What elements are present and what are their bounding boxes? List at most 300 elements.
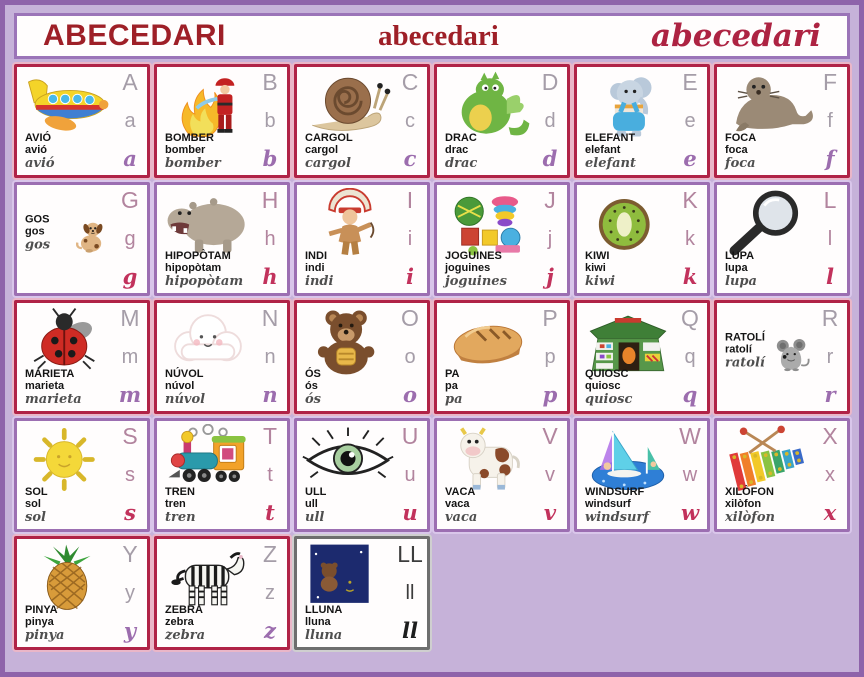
word-uppercase: XILÒFON [725,486,774,498]
letter-lowercase: b [264,109,276,132]
word-cursive: elefant [585,156,636,171]
letter-uppercase: W [679,423,701,449]
letter-uppercase: E [682,69,698,95]
alphabet-card [294,300,430,414]
title-serif: abecedari [378,19,499,52]
word-lowercase: windsurf [585,498,631,510]
letter-column [677,305,703,407]
alphabet-card [434,300,570,414]
letter-cursive: t [265,500,275,525]
word-lowercase: bomber [165,144,206,156]
letter-cursive: q [682,382,698,407]
word-uppercase: MARIETA [25,368,75,380]
letter-column [257,305,283,407]
word-uppercase: HIPOPÒTAM [165,250,231,262]
word-cursive: kiwi [585,274,616,289]
letter-cursive: d [542,146,558,171]
word-uppercase: VACA [445,486,476,498]
letter-uppercase: R [821,305,839,331]
alphabet-card [434,418,570,532]
alphabet-card [714,64,850,178]
letter-uppercase: B [262,69,278,95]
letter-lowercase: n [264,345,276,368]
cow-icon [441,424,535,495]
dog-icon [69,188,115,287]
letter-cursive: h [262,264,278,289]
word-cursive: foca [725,156,756,171]
word-uppercase: INDI [305,250,327,262]
letter-lowercase: o [404,345,416,368]
dragon-icon [441,70,535,141]
kiosk-icon [581,306,675,377]
alphabet-card [14,64,150,178]
letter-lowercase: v [545,463,555,486]
alphabet-card [294,418,430,532]
word-labels [445,368,463,407]
letter-uppercase: H [261,187,279,213]
word-lowercase: ós [305,380,318,392]
xylophone-icon [721,424,815,495]
letter-lowercase: a [124,109,136,132]
bear-icon [301,306,395,377]
word-labels [25,604,64,643]
word-cursive: lluna [305,628,343,643]
letter-column [817,423,843,525]
word-cursive: avió [25,156,55,171]
letter-column [677,423,703,525]
word-cursive: drac [445,156,478,171]
word-uppercase: JOGUINES [445,250,502,262]
letter-column [117,305,143,407]
word-labels [585,368,632,407]
word-uppercase: FOCA [725,132,757,144]
mouse-icon [769,306,815,405]
letter-column [397,69,423,171]
word-labels [25,213,50,252]
word-lowercase: quiosc [585,380,621,392]
letter-lowercase: t [267,463,273,486]
title-caps: ABECEDARI [43,19,226,52]
letter-uppercase: O [401,305,419,331]
letter-column [257,423,283,525]
elephant-icon [581,70,675,141]
word-labels [305,486,326,525]
word-cursive: ratolí [725,355,765,371]
word-uppercase: AVIÓ [25,132,52,144]
word-lowercase: lupa [725,262,748,274]
word-labels [725,331,765,370]
word-labels [585,132,636,171]
snail-icon [301,70,395,141]
letter-lowercase: r [826,345,834,368]
letter-uppercase: U [401,423,419,449]
word-lowercase: lluna [305,616,331,628]
word-uppercase: KIWI [585,250,610,262]
letter-cursive: g [122,264,138,289]
word-uppercase: WINDSURF [585,486,645,498]
letter-lowercase: c [405,109,415,132]
letter-cursive: x [823,500,837,525]
alphabet-card [154,536,290,650]
toys-icon [441,188,535,259]
letter-lowercase: y [125,581,135,604]
word-uppercase: DRAC [445,132,477,144]
word-labels [25,368,82,407]
hippopotamus-icon [161,188,255,259]
alphabet-card [714,418,850,532]
word-cursive: bomber [165,156,221,171]
letter-uppercase: L [823,187,837,213]
letter-uppercase: V [542,423,558,449]
mouse-icon [769,306,815,405]
cloud-icon [161,306,255,377]
letter-cursive: r [824,382,836,407]
letter-cursive: w [680,500,700,525]
magnifier-icon [721,188,815,259]
letter-lowercase: d [544,109,556,132]
word-labels [25,132,55,171]
word-cursive: sol [25,510,46,525]
letter-uppercase: Y [122,541,138,567]
word-lowercase: vaca [445,498,470,510]
word-uppercase: ZEBRA [165,604,203,616]
letter-uppercase: S [122,423,138,449]
letter-cursive: b [262,146,278,171]
letter-cursive: o [402,382,417,407]
letter-uppercase: K [682,187,698,213]
word-uppercase: QUIOSC [585,368,629,380]
letter-column [397,305,423,407]
word-lowercase: gos [25,225,45,238]
word-cursive: núvol [165,392,206,407]
word-lowercase: ratolí [725,343,752,356]
word-uppercase: CARGOL [305,132,353,144]
letter-column [117,423,143,525]
bread-icon [441,306,535,377]
letter-column [397,187,423,289]
title-cursive: abecedari [651,18,821,54]
alphabet-card [154,64,290,178]
word-lowercase: cargol [305,144,339,156]
word-labels [25,486,48,525]
letter-uppercase: F [822,69,838,95]
zebra-icon [161,542,255,613]
eye-icon [301,424,395,495]
word-uppercase: ULL [305,486,327,498]
windsurf-icon [581,424,675,495]
word-labels [305,132,353,171]
letter-uppercase: P [542,305,558,331]
word-lowercase: pinya [25,616,54,628]
letter-uppercase: X [822,423,838,449]
word-cursive: quiosc [585,392,633,407]
word-lowercase: kiwi [585,262,606,274]
letter-column [677,187,703,289]
pineapple-icon [21,542,115,613]
letter-cursive: y [123,618,137,643]
letter-column [257,69,283,171]
word-uppercase: PA [445,368,460,380]
hippopotamus-icon [161,188,255,259]
moon-icon [301,542,395,613]
letter-uppercase: M [120,305,140,331]
kiwi-icon [581,188,675,259]
word-cursive: ull [305,510,325,525]
moon-icon [301,542,395,613]
word-labels [725,486,775,525]
letter-lowercase: p [544,345,556,368]
train-icon [161,424,255,495]
word-labels [445,486,477,525]
letter-column [397,423,423,525]
word-labels [305,250,333,289]
letter-column [537,187,563,289]
letter-lowercase: q [684,345,696,368]
xylophone-icon [721,424,815,495]
word-cursive: cargol [305,156,351,171]
letter-column [257,541,283,643]
alphabet-card [14,418,150,532]
ladybug-icon [21,306,115,377]
word-labels [445,250,507,289]
letter-column [537,423,563,525]
word-cursive: zebra [165,628,206,643]
word-lowercase: xilòfon [725,498,762,510]
letter-column [677,69,703,171]
word-labels [445,132,477,171]
letter-column [817,69,843,171]
word-labels [165,604,205,643]
word-labels [305,368,321,407]
word-lowercase: avió [25,144,48,156]
letter-column [817,187,843,289]
kiwi-icon [581,188,675,259]
letter-uppercase: T [262,423,278,449]
alphabet-card [154,182,290,296]
word-uppercase: PINYA [25,604,58,616]
letter-lowercase: z [265,581,275,604]
bear-icon [301,306,395,377]
letter-uppercase: Q [681,305,699,331]
letter-column [117,69,143,171]
word-uppercase: LLUNA [305,604,343,616]
dragon-icon [441,70,535,141]
word-cursive: pinya [25,628,65,643]
ladybug-icon [21,306,115,377]
sun-icon [21,424,115,495]
alphabet-card [154,418,290,532]
word-cursive: windsurf [585,510,649,525]
alphabet-card [574,300,710,414]
word-cursive: xilòfon [725,510,776,525]
word-labels [305,604,342,643]
word-cursive: hipopòtam [165,274,244,289]
letter-uppercase: I [406,187,414,213]
word-labels [165,486,196,525]
word-uppercase: TREN [165,486,195,498]
word-labels [585,250,615,289]
word-labels [165,250,243,289]
letter-lowercase: l [827,227,833,250]
word-labels [725,132,756,171]
letter-column [537,69,563,171]
indi-icon [301,188,395,259]
word-lowercase: joguines [445,262,491,274]
letter-lowercase: h [264,227,276,250]
elephant-icon [581,70,675,141]
windsurf-icon [581,424,675,495]
eye-icon [301,424,395,495]
cloud-icon [161,306,255,377]
letter-cursive: k [682,264,698,289]
zebra-icon [161,542,255,613]
alphabet-card [434,182,570,296]
word-lowercase: elefant [585,144,621,156]
word-labels [165,368,205,407]
alphabet-card [714,300,850,414]
word-cursive: lupa [725,274,757,289]
letter-cursive: f [825,146,835,171]
alphabet-card [574,64,710,178]
word-lowercase: foca [725,144,748,156]
letter-cursive: j [546,264,554,289]
letter-uppercase: A [122,69,138,95]
seal-icon [721,70,815,141]
letter-uppercase: LL [397,541,423,567]
letter-lowercase: i [407,227,413,250]
poster-header [14,13,850,59]
letter-uppercase: N [261,305,279,331]
alphabet-card [294,536,430,650]
word-lowercase: drac [445,144,469,156]
letter-column [537,305,563,407]
word-cursive: pa [445,392,463,407]
bread-icon [441,306,535,377]
alphabet-card [14,300,150,414]
word-labels [585,486,649,525]
word-lowercase: hipopòtam [165,262,222,274]
dog-icon [69,188,115,287]
alphabet-card [14,182,150,296]
letter-cursive: v [543,500,557,525]
letter-lowercase: g [124,227,136,250]
word-uppercase: ÓS [305,368,321,380]
word-lowercase: indi [305,262,325,274]
word-cursive: vaca [445,510,478,525]
sun-icon [21,424,115,495]
letter-uppercase: G [121,187,139,213]
word-lowercase: zebra [165,616,194,628]
letter-cursive: u [402,500,418,525]
letter-lowercase: k [685,227,695,250]
alphabet-card [154,300,290,414]
word-lowercase: marieta [25,380,65,392]
letter-lowercase: u [404,463,416,486]
word-cursive: tren [165,510,196,525]
letter-column [397,541,423,643]
letter-cursive: c [403,146,417,171]
word-lowercase: tren [165,498,186,510]
firefighter-icon [161,70,255,141]
word-lowercase: ull [305,498,318,510]
letter-column [817,305,843,407]
word-labels [725,250,757,289]
alphabet-card [574,418,710,532]
letter-cursive: s [124,500,136,525]
letter-uppercase: Z [262,541,278,567]
alphabet-card [294,182,430,296]
snail-icon [301,70,395,141]
letter-cursive: i [406,264,414,289]
word-uppercase: NÚVOL [165,368,204,380]
cow-icon [441,424,535,495]
word-uppercase: GOS [25,213,50,226]
word-uppercase: LUPA [725,250,755,262]
letter-lowercase: e [684,109,696,132]
letter-cursive: ll [402,618,418,643]
letter-lowercase: m [121,345,139,368]
indi-icon [301,188,395,259]
word-uppercase: SOL [25,486,48,498]
toys-icon [441,188,535,259]
firefighter-icon [161,70,255,141]
seal-icon [721,70,815,141]
word-uppercase: ELEFANT [585,132,636,144]
letter-cursive: m [118,382,142,407]
alphabet-card [434,64,570,178]
letter-cursive: p [542,382,558,407]
alphabet-card [14,536,150,650]
letter-uppercase: C [401,69,419,95]
letter-lowercase: w [682,463,698,486]
word-cursive: indi [305,274,334,289]
alphabet-card [294,64,430,178]
train-icon [161,424,255,495]
letter-column [117,187,143,289]
letter-cursive: n [262,382,278,407]
word-uppercase: BOMBER [165,132,214,144]
word-uppercase: RATOLÍ [725,331,765,344]
airplane-icon [21,70,115,141]
word-lowercase: núvol [165,380,195,392]
letter-uppercase: D [541,69,559,95]
word-lowercase: pa [445,380,458,392]
word-cursive: gos [25,237,51,253]
word-cursive: joguines [445,274,507,289]
kiosk-icon [581,306,675,377]
letter-column [117,541,143,643]
letter-lowercase: j [547,227,553,250]
letter-cursive: e [683,146,697,171]
letter-uppercase: J [544,187,556,213]
letter-column [257,187,283,289]
word-labels [165,132,221,171]
letter-lowercase: x [825,463,835,486]
pineapple-icon [21,542,115,613]
word-cursive: marieta [25,392,82,407]
word-lowercase: sol [25,498,41,510]
alphabet-card [714,182,850,296]
letter-cursive: z [264,618,276,643]
letter-lowercase: s [125,463,135,486]
word-cursive: ós [305,392,321,407]
alphabet-card [574,182,710,296]
airplane-icon [21,70,115,141]
letter-cursive: l [826,264,834,289]
letter-cursive: a [123,146,137,171]
letter-lowercase: f [827,109,833,132]
magnifier-icon [721,188,815,259]
